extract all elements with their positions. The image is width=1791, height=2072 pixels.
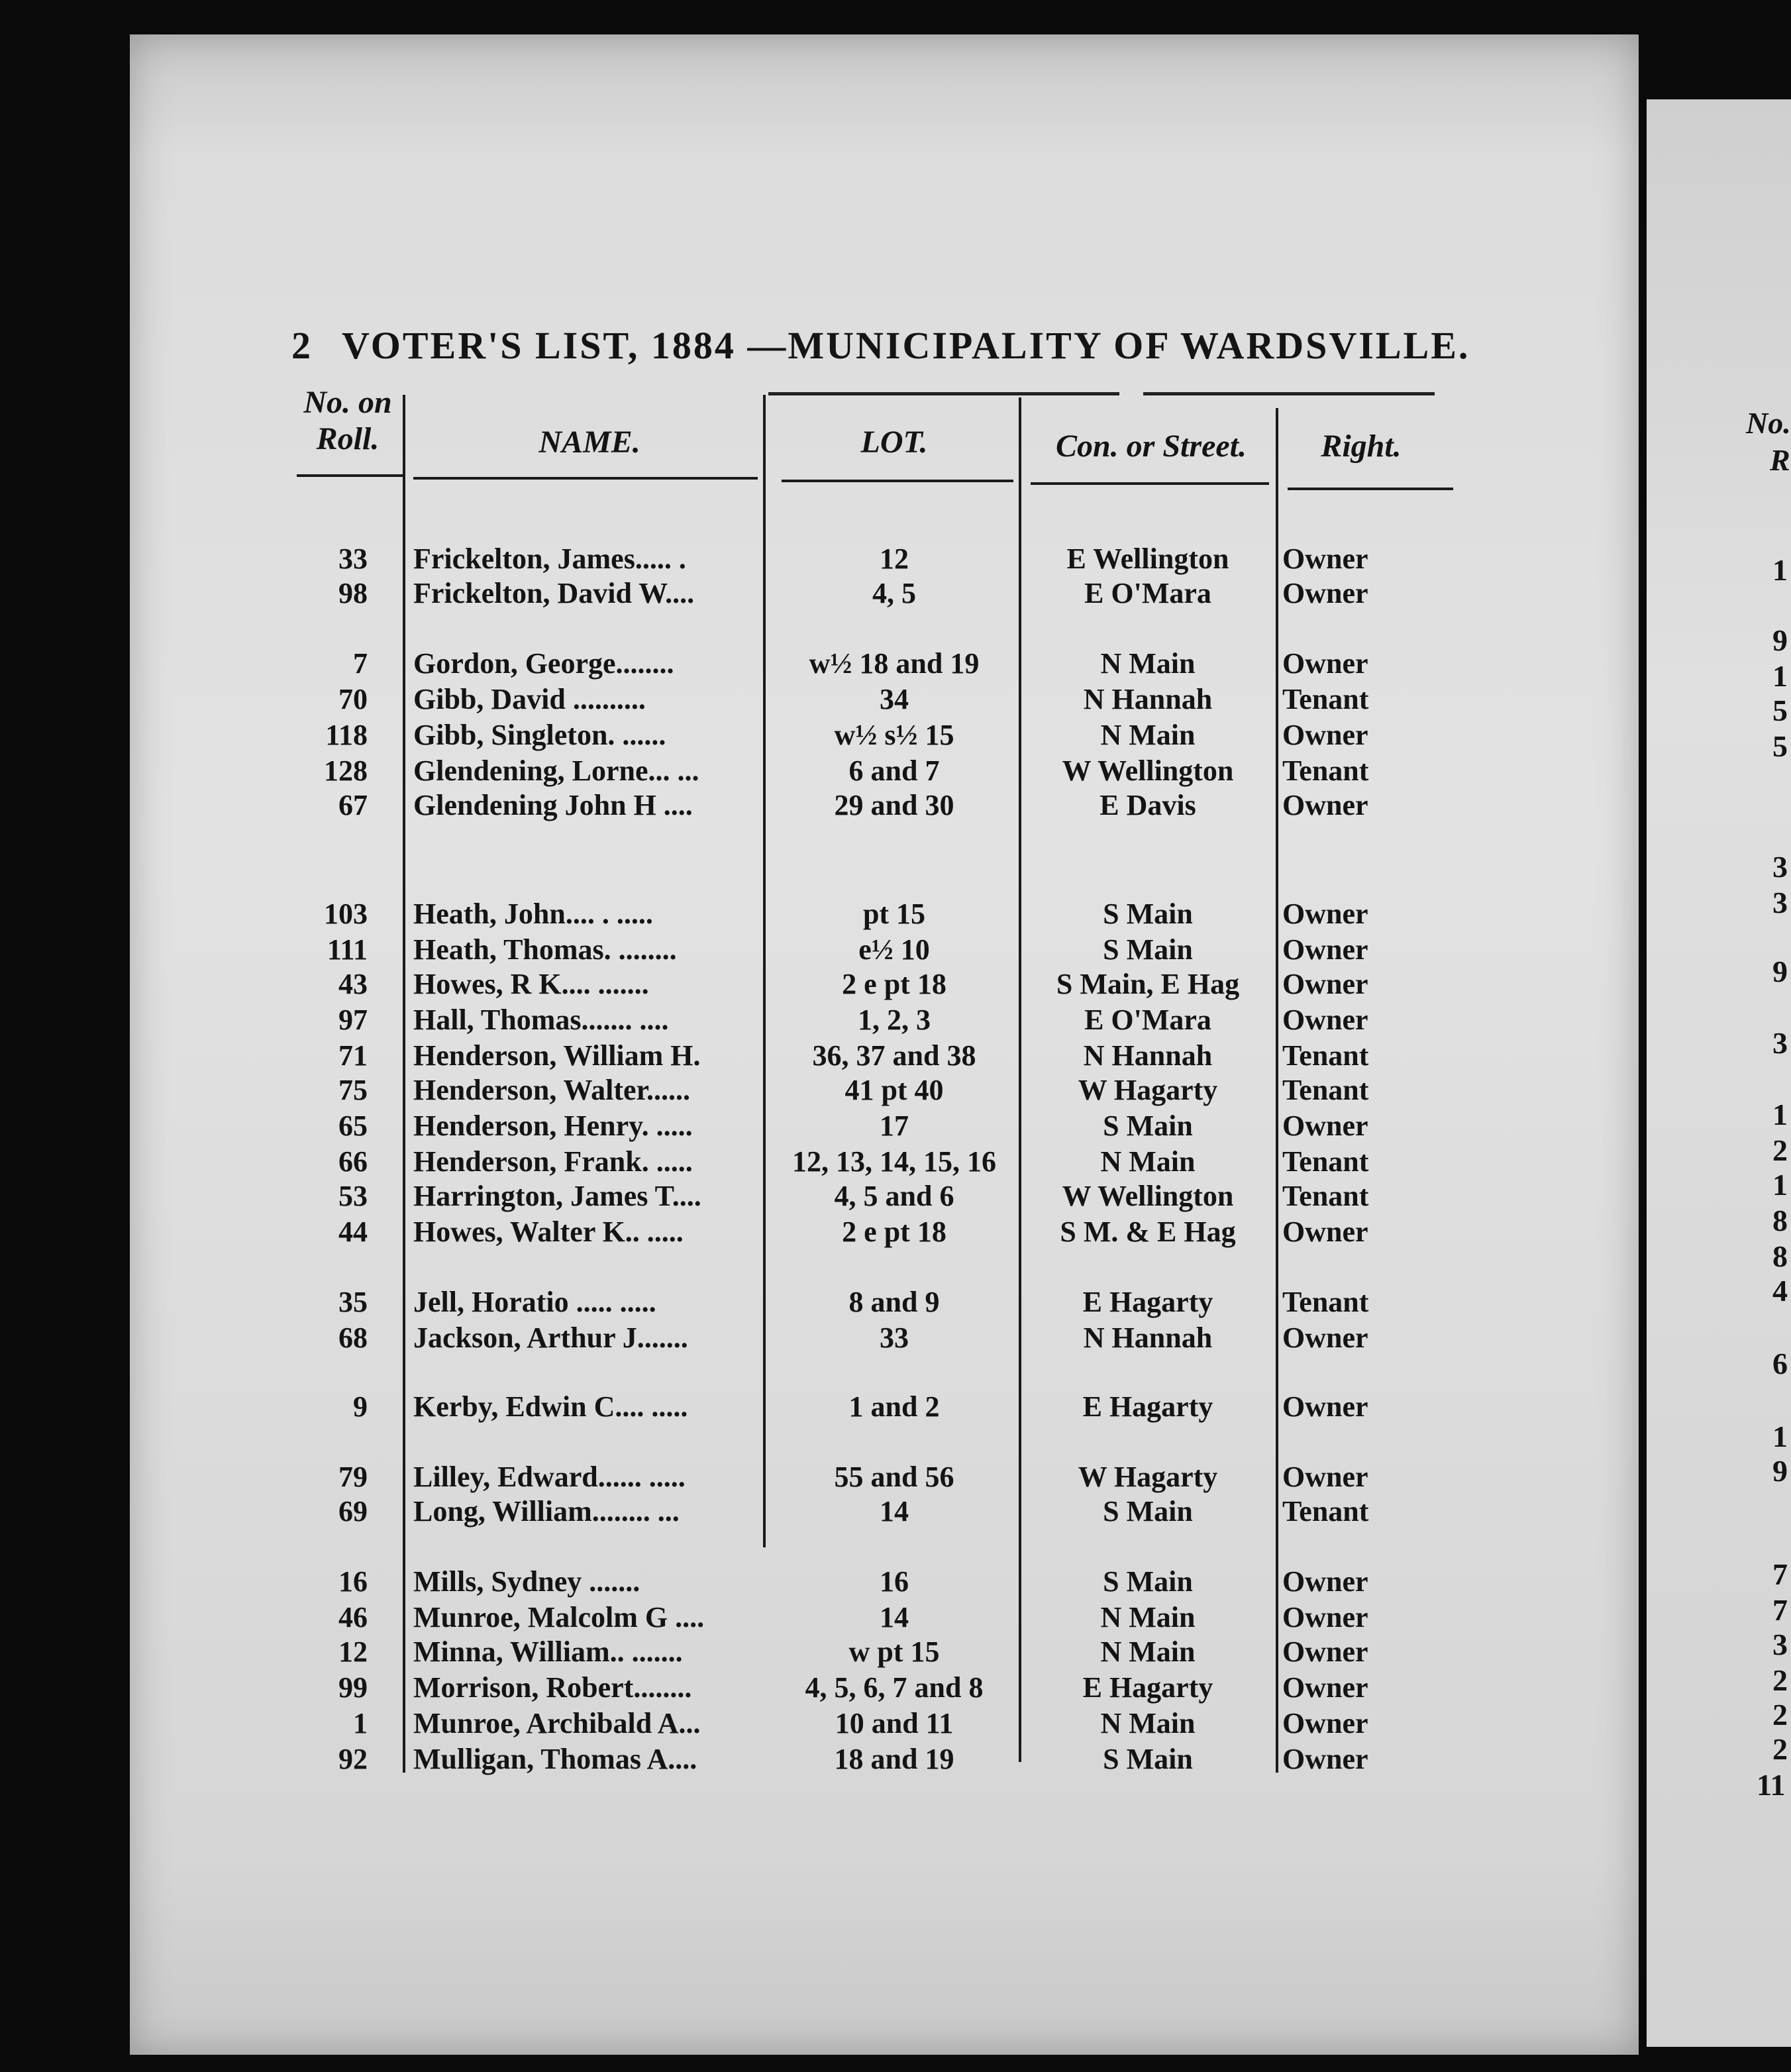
voter-name: Howes, Walter K.. .....: [413, 1216, 684, 1248]
street-cell: W Hagarty: [1078, 1074, 1218, 1106]
lot-cell: 34: [880, 683, 909, 715]
table-row: [0, 1706, 1791, 1741]
col-head-right: Right.: [1321, 429, 1402, 464]
voter-name: Glendening, Lorne... ...: [413, 754, 699, 787]
next-page-fragment: 5: [1772, 729, 1788, 763]
page-title: VOTER'S LIST, 1884 —MUNICIPALITY OF WARDSVILLE.: [342, 324, 1470, 367]
right-cell: Owner: [1282, 898, 1368, 930]
voter-name: Heath, John.... . .....: [413, 898, 653, 930]
right-cell: Owner: [1282, 1707, 1368, 1739]
voter-name: Howes, R K.... .......: [413, 968, 649, 1000]
lot-cell: 29 and 30: [834, 789, 954, 821]
next-page-fragment: 1: [1772, 553, 1788, 587]
roll-number: 75: [338, 1074, 368, 1106]
table-row: [0, 1390, 1791, 1424]
next-page-fragment: 2: [1772, 1732, 1788, 1766]
right-cell: Owner: [1282, 1110, 1368, 1142]
lot-cell: 4, 5 and 6: [834, 1180, 954, 1212]
rule-no: [297, 474, 403, 477]
roll-number: 9: [353, 1390, 368, 1423]
voter-name: Kerby, Edwin C.... .....: [413, 1390, 688, 1423]
next-page-fragment: 8: [1772, 1204, 1788, 1237]
right-cell: Tenant: [1282, 1039, 1369, 1072]
right-cell: Owner: [1282, 789, 1368, 821]
head-rule-right: [1143, 392, 1435, 395]
right-cell: Owner: [1282, 1321, 1368, 1354]
lot-cell: 1 and 2: [848, 1390, 940, 1423]
voter-name: Glendening John H ....: [413, 789, 693, 821]
next-page-fragment: 11: [1757, 1768, 1786, 1802]
lot-cell: 41 pt 40: [844, 1074, 944, 1106]
voter-name: Jell, Horatio ..... .....: [413, 1286, 656, 1318]
col-head-street: Con. or Street.: [1055, 429, 1247, 464]
next-page-fragment: 5: [1772, 694, 1788, 727]
next-page-fragment: 1: [1772, 1420, 1788, 1453]
next-page-fragment: 2: [1772, 1133, 1788, 1167]
right-cell: Tenant: [1282, 1495, 1369, 1528]
voter-name: Henderson, William H.: [413, 1039, 701, 1072]
voter-name: Frickelton, David W....: [413, 577, 695, 609]
roll-number: 98: [338, 577, 368, 609]
street-cell: N Hannah: [1083, 683, 1213, 715]
table-row: [0, 1600, 1791, 1635]
lot-cell: 2 e pt 18: [842, 1216, 947, 1248]
table-row: [0, 1003, 1791, 1037]
table-row: [0, 718, 1791, 752]
street-cell: E O'Mara: [1084, 1004, 1211, 1036]
right-cell: Owner: [1282, 1004, 1368, 1036]
table-row: [0, 1671, 1791, 1705]
col-head-no: [291, 384, 404, 457]
right-cell: Owner: [1282, 647, 1368, 680]
street-cell: N Main: [1100, 1707, 1196, 1739]
lot-cell: 1, 2, 3: [858, 1004, 931, 1036]
table-row: [0, 1742, 1791, 1777]
voter-name: Henderson, Walter......: [413, 1074, 691, 1106]
table-row: [0, 1460, 1791, 1494]
roll-number: 92: [338, 1743, 368, 1775]
table-row: [0, 1635, 1791, 1669]
voter-name: Jackson, Arthur J.......: [413, 1321, 688, 1354]
voter-name: Minna, William.. .......: [413, 1635, 683, 1668]
next-page-fragment: 7: [1772, 1593, 1788, 1627]
lot-cell: w½ 18 and 19: [809, 647, 980, 680]
street-cell: S Main: [1103, 1495, 1193, 1528]
next-page-fragment: 1: [1772, 1168, 1788, 1202]
col-head-name: NAME.: [538, 425, 640, 460]
lot-cell: 8 and 9: [848, 1286, 940, 1318]
roll-number: 99: [338, 1671, 368, 1704]
voter-name: Henderson, Henry. .....: [413, 1110, 693, 1142]
roll-number: 16: [338, 1565, 368, 1598]
rule-lot: [782, 480, 1013, 482]
lot-cell: 12: [880, 543, 909, 575]
roll-number: 103: [324, 898, 368, 930]
table-row: [0, 1039, 1791, 1073]
table-row: [0, 754, 1791, 788]
rule-street: [1031, 482, 1269, 485]
lot-cell: 14: [880, 1495, 909, 1528]
next-page-fragment: 2: [1772, 1698, 1788, 1732]
voter-name: Mills, Sydney .......: [413, 1565, 640, 1598]
lot-cell: e½ 10: [858, 933, 930, 966]
table-row: [0, 788, 1791, 823]
street-cell: N Main: [1100, 1145, 1196, 1178]
street-cell: S Main: [1103, 1743, 1193, 1775]
roll-number: 43: [338, 968, 368, 1000]
roll-number: 44: [338, 1216, 368, 1248]
table-row: [0, 647, 1791, 681]
next-page-header-no: No.: [1746, 406, 1791, 440]
next-page-fragment: 4: [1772, 1274, 1788, 1308]
voter-name: Hall, Thomas....... ....: [413, 1004, 669, 1036]
lot-cell: w pt 15: [848, 1635, 940, 1668]
street-cell: W Wellington: [1062, 754, 1234, 787]
lot-cell: 2 e pt 18: [842, 968, 947, 1000]
right-cell: Owner: [1282, 1743, 1368, 1775]
table-row: [0, 1073, 1791, 1108]
voter-name: Mulligan, Thomas A....: [413, 1743, 697, 1775]
street-cell: S Main: [1103, 1565, 1193, 1598]
street-cell: N Main: [1100, 647, 1196, 680]
voter-name: Henderson, Frank. .....: [413, 1145, 693, 1178]
table-row: [0, 542, 1791, 576]
roll-number: 1: [353, 1707, 368, 1739]
right-cell: Owner: [1282, 933, 1368, 966]
table-row: [0, 1215, 1791, 1249]
street-cell: N Main: [1100, 1635, 1196, 1668]
street-cell: N Main: [1100, 1601, 1196, 1633]
next-page-fragment: 3: [1772, 886, 1788, 919]
roll-number: 53: [338, 1180, 368, 1212]
lot-cell: w½ s½ 15: [834, 719, 954, 751]
table-row: [0, 1285, 1791, 1320]
roll-number: 97: [338, 1004, 368, 1036]
voter-name: Gibb, Singleton. ......: [413, 719, 666, 751]
table-row: [0, 1565, 1791, 1599]
right-cell: Owner: [1282, 1390, 1368, 1423]
right-cell: Owner: [1282, 543, 1368, 575]
table-row: [0, 576, 1791, 611]
next-page-fragment: 1: [1772, 1098, 1788, 1131]
street-cell: N Hannah: [1083, 1321, 1213, 1354]
table-row: [0, 682, 1791, 717]
next-page-header-roll: R: [1770, 443, 1790, 477]
lot-cell: 16: [880, 1565, 909, 1598]
roll-number: 33: [338, 543, 368, 575]
roll-number: 46: [338, 1601, 368, 1633]
street-cell: E Hagarty: [1082, 1671, 1213, 1704]
lot-cell: 4, 5: [872, 577, 916, 609]
right-cell: Tenant: [1282, 754, 1369, 787]
col-head-no-line1: No. on: [303, 385, 392, 420]
next-page-fragment: 3: [1772, 1628, 1788, 1661]
lot-cell: 55 and 56: [834, 1461, 954, 1493]
voter-name: Heath, Thomas. ........: [413, 933, 677, 966]
table-row: [0, 967, 1791, 1002]
right-cell: Tenant: [1282, 1180, 1369, 1212]
roll-number: 69: [338, 1495, 368, 1528]
right-cell: Owner: [1282, 1635, 1368, 1668]
voter-name: Munroe, Archibald A...: [413, 1707, 701, 1739]
table-row: [0, 1145, 1791, 1179]
lot-cell: 17: [880, 1110, 909, 1142]
street-cell: S Main: [1103, 898, 1193, 930]
roll-number: 35: [338, 1286, 368, 1318]
right-cell: Tenant: [1282, 1286, 1369, 1318]
next-page-fragment: 3: [1772, 850, 1788, 884]
lot-cell: 6 and 7: [848, 754, 940, 787]
running-head: [291, 323, 1470, 376]
roll-number: 68: [338, 1321, 368, 1354]
voter-name: Lilley, Edward...... .....: [413, 1461, 686, 1493]
roll-number: 66: [338, 1145, 368, 1178]
voter-name: Long, William........ ...: [413, 1495, 680, 1528]
table-row: [0, 897, 1791, 931]
right-cell: Owner: [1282, 1565, 1368, 1598]
right-cell: Owner: [1282, 968, 1368, 1000]
right-cell: Owner: [1282, 1601, 1368, 1633]
next-page-fragment: 8: [1772, 1239, 1788, 1273]
next-page-fragment: 1: [1772, 659, 1788, 693]
lot-cell: pt 15: [862, 898, 926, 930]
right-cell: Tenant: [1282, 1074, 1369, 1106]
right-cell: Tenant: [1282, 1145, 1369, 1178]
next-page-fragment: 2: [1772, 1663, 1788, 1697]
lot-cell: 33: [880, 1321, 909, 1354]
street-cell: S M. & E Hag: [1060, 1216, 1236, 1248]
street-cell: S Main: [1103, 933, 1193, 966]
voter-name: Gordon, George........: [413, 647, 674, 680]
table-row: [0, 1179, 1791, 1214]
voter-name: Harrington, James T....: [413, 1180, 701, 1212]
table-row: [0, 933, 1791, 967]
voter-name: Frickelton, James..... .: [413, 543, 686, 575]
street-cell: E Wellington: [1066, 543, 1229, 575]
street-cell: S Main, E Hag: [1056, 968, 1240, 1000]
right-cell: Owner: [1282, 719, 1368, 751]
street-cell: E Hagarty: [1082, 1286, 1213, 1318]
street-cell: E O'Mara: [1084, 577, 1211, 609]
right-cell: Tenant: [1282, 683, 1369, 715]
street-cell: E Davis: [1100, 789, 1196, 821]
col-head-no-line2: Roll.: [316, 421, 380, 456]
page-number: 2: [291, 324, 313, 367]
rule-name: [413, 477, 758, 480]
next-page-fragment: 9: [1772, 955, 1788, 988]
roll-number: 12: [338, 1635, 368, 1668]
roll-number: 79: [338, 1461, 368, 1493]
roll-number: 71: [338, 1039, 368, 1072]
lot-cell: 14: [880, 1601, 909, 1633]
head-rule-left: [768, 392, 1119, 395]
right-cell: Owner: [1282, 577, 1368, 609]
roll-number: 118: [325, 719, 368, 751]
lot-cell: 12, 13, 14, 15, 16: [792, 1145, 996, 1178]
next-page-fragment: 6: [1772, 1347, 1788, 1380]
lot-cell: 18 and 19: [834, 1743, 954, 1775]
voter-name: Munroe, Malcolm G ....: [413, 1601, 705, 1633]
street-cell: N Hannah: [1083, 1039, 1213, 1072]
roll-number: 70: [338, 683, 368, 715]
voter-name: Gibb, David ..........: [413, 683, 646, 715]
street-cell: N Main: [1100, 719, 1196, 751]
next-page-fragment: 9: [1772, 1454, 1788, 1488]
table-row: [0, 1321, 1791, 1355]
roll-number: 111: [327, 933, 368, 966]
street-cell: W Wellington: [1062, 1180, 1234, 1212]
lot-cell: 10 and 11: [835, 1707, 954, 1739]
lot-cell: 4, 5, 6, 7 and 8: [805, 1671, 984, 1704]
street-cell: W Hagarty: [1078, 1461, 1218, 1493]
roll-number: 128: [324, 754, 368, 787]
right-cell: Owner: [1282, 1461, 1368, 1493]
roll-number: 67: [338, 789, 368, 821]
street-cell: S Main: [1103, 1110, 1193, 1142]
roll-number: 7: [353, 647, 368, 680]
lot-cell: 36, 37 and 38: [812, 1039, 976, 1072]
roll-number: 65: [338, 1110, 368, 1142]
street-cell: E Hagarty: [1082, 1390, 1213, 1423]
col-head-lot: LOT.: [860, 425, 928, 460]
rule-right: [1288, 488, 1453, 490]
voter-name: Morrison, Robert........: [413, 1671, 692, 1704]
next-page-fragment: 3: [1772, 1026, 1788, 1060]
next-page-fragment: 7: [1772, 1557, 1788, 1591]
right-cell: Owner: [1282, 1671, 1368, 1704]
table-row: [0, 1494, 1791, 1529]
next-page-fragment: 9: [1772, 623, 1788, 657]
right-cell: Owner: [1282, 1216, 1368, 1248]
table-row: [0, 1109, 1791, 1143]
